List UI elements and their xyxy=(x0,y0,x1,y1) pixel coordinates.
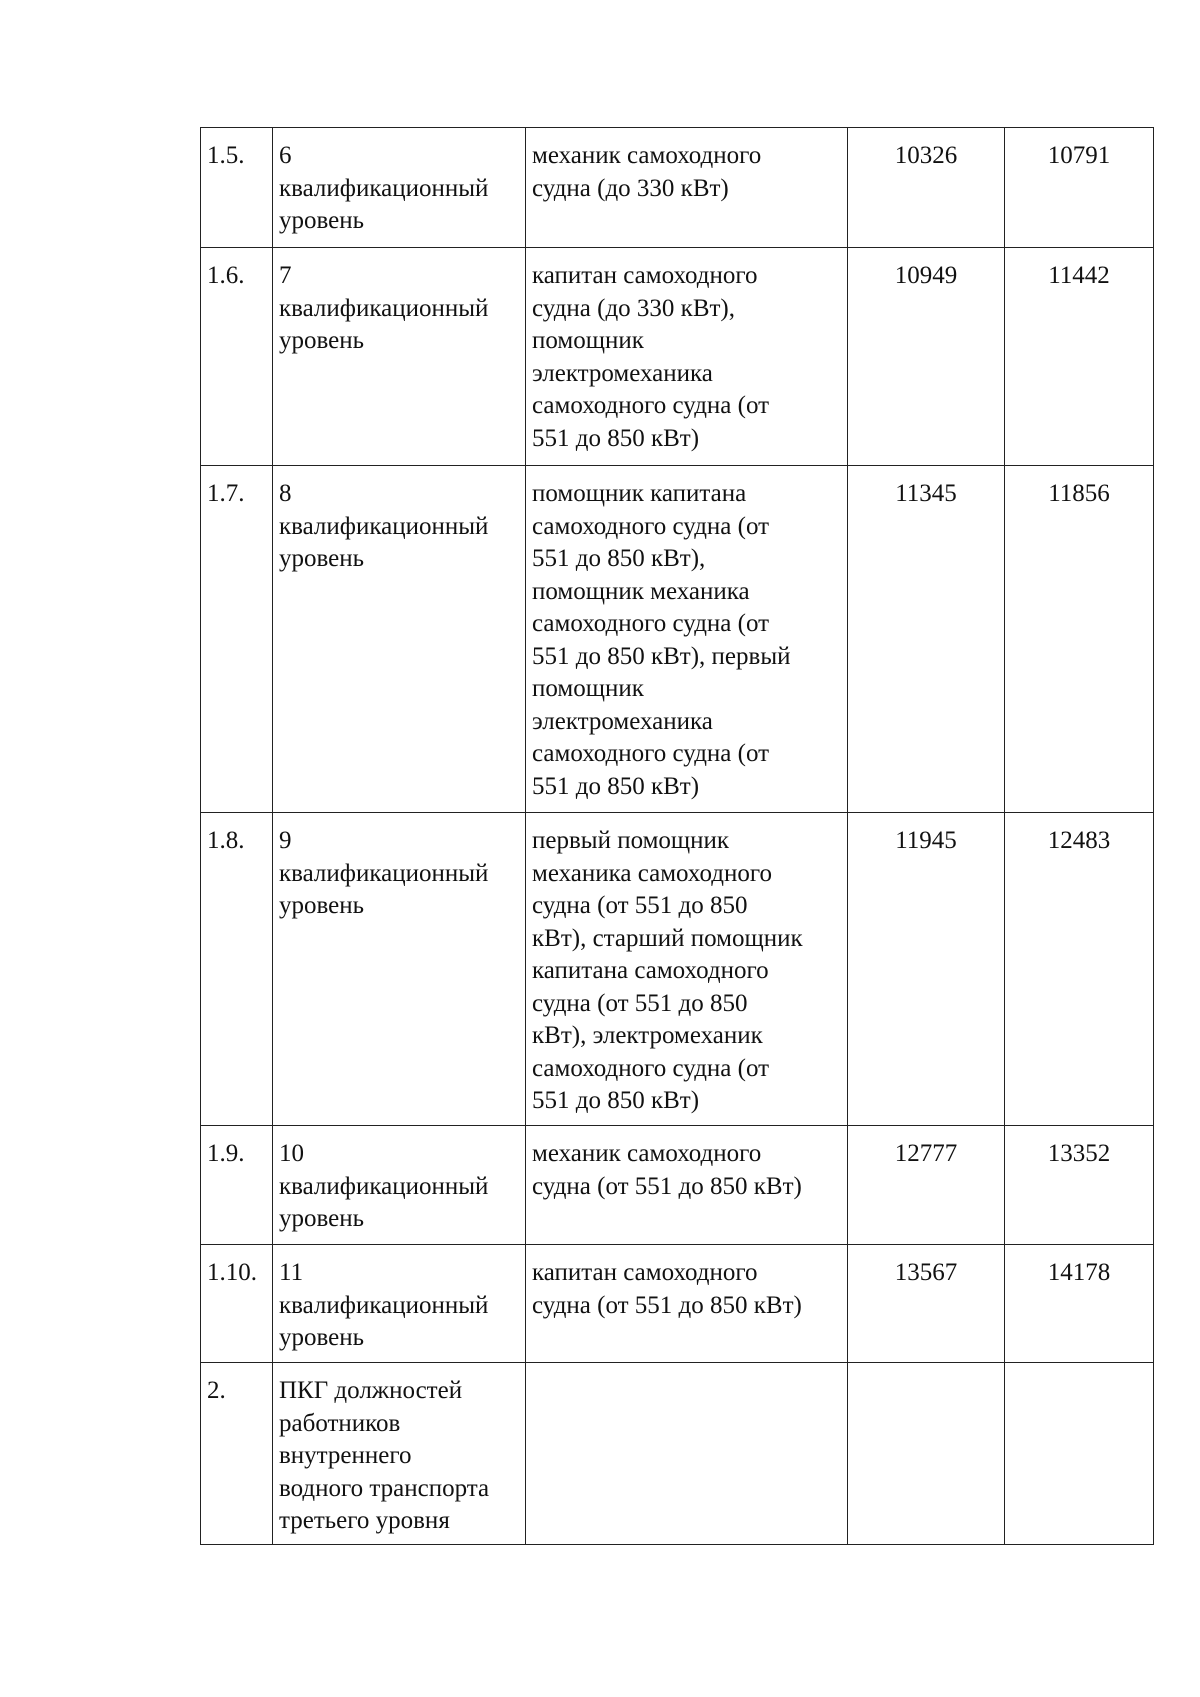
row-number: 1.6. xyxy=(201,248,273,466)
salary-value-1: 13567 xyxy=(848,1245,1005,1363)
salary-value-1: 10326 xyxy=(848,128,1005,248)
row-number: 1.5. xyxy=(201,128,273,248)
table-row xyxy=(201,1245,1154,1363)
salary-value-1: 11345 xyxy=(848,466,1005,813)
salary-table xyxy=(200,127,1154,1545)
salary-value-2: 13352 xyxy=(1005,1126,1154,1245)
salary-value-1: 11945 xyxy=(848,813,1005,1126)
position-list: капитан самоходного судна (до 330 кВт), помощник электромеханика самоходного судна (от 551 до 850 кВт) xyxy=(526,248,848,466)
table-row xyxy=(201,1363,1154,1545)
salary-value-2: 14178 xyxy=(1005,1245,1154,1363)
position-list: первый помощник механика самоходного судна (от 551 до 850 кВт), старший помощник капитана самоходного судна (от 551 до 850 кВт), электромеханик самоходного судна (от 551 до 850 кВт) xyxy=(526,813,848,1126)
row-number: 1.9. xyxy=(201,1126,273,1245)
table-row xyxy=(201,128,1154,248)
salary-value-2: 12483 xyxy=(1005,813,1154,1126)
qualification-level: 6 квалификационный уровень xyxy=(273,128,526,248)
position-list: механик самоходного судна (до 330 кВт) xyxy=(526,128,848,248)
qualification-level: 10 квалификационный уровень xyxy=(273,1126,526,1245)
table-row xyxy=(201,466,1154,813)
position-list: механик самоходного судна (от 551 до 850 кВт) xyxy=(526,1126,848,1245)
row-number: 1.10. xyxy=(201,1245,273,1363)
row-number: 1.8. xyxy=(201,813,273,1126)
position-list: помощник капитана самоходного судна (от 551 до 850 кВт), помощник механика самоходного судна (от 551 до 850 кВт), первый помощник электромеханика самоходного судна (от 551 до 850 кВт) xyxy=(526,466,848,813)
group-title: ПКГ должностей работников внутреннего водного транспорта третьего уровня xyxy=(273,1363,526,1545)
qualification-level: 8 квалификационный уровень xyxy=(273,466,526,813)
table-row xyxy=(201,248,1154,466)
table-row xyxy=(201,1126,1154,1245)
salary-value-1: 12777 xyxy=(848,1126,1005,1245)
salary-value-1 xyxy=(848,1363,1005,1545)
qualification-level: 11 квалификационный уровень xyxy=(273,1245,526,1363)
salary-value-2: 11442 xyxy=(1005,248,1154,466)
row-number: 1.7. xyxy=(201,466,273,813)
row-number: 2. xyxy=(201,1363,273,1545)
qualification-level: 7 квалификационный уровень xyxy=(273,248,526,466)
salary-value-2: 11856 xyxy=(1005,466,1154,813)
salary-value-2 xyxy=(1005,1363,1154,1545)
position-list xyxy=(526,1363,848,1545)
qualification-level: 9 квалификационный уровень xyxy=(273,813,526,1126)
position-list: капитан самоходного судна (от 551 до 850 кВт) xyxy=(526,1245,848,1363)
salary-value-1: 10949 xyxy=(848,248,1005,466)
table-row xyxy=(201,813,1154,1126)
salary-value-2: 10791 xyxy=(1005,128,1154,248)
